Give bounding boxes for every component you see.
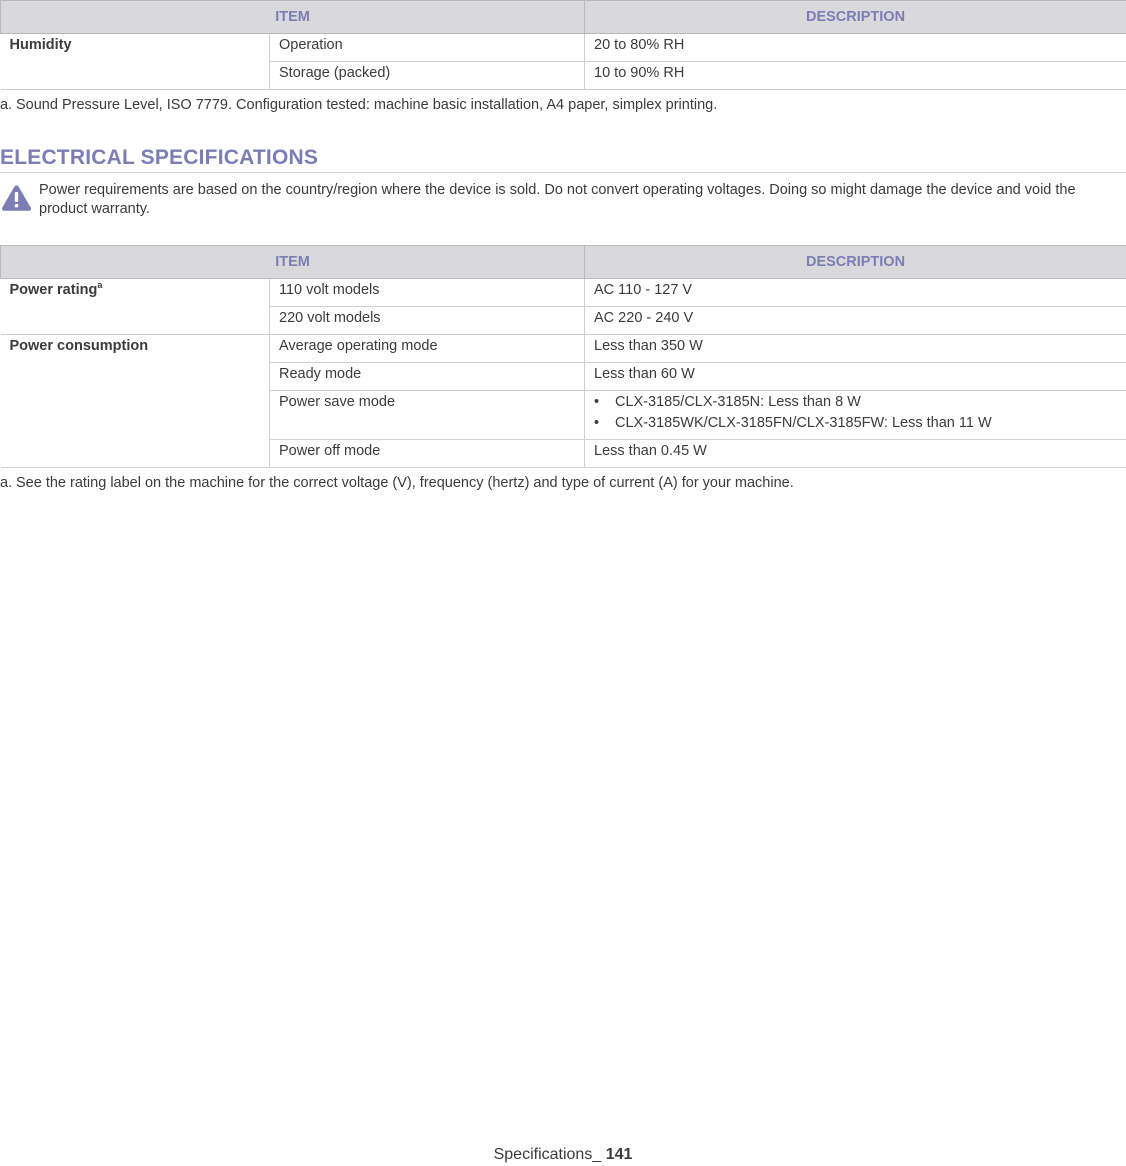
item-cell: Ready mode: [270, 363, 585, 391]
header-item: ITEM: [1, 246, 585, 279]
condition-cell: Operation: [270, 34, 585, 62]
electrical-table: [0, 245, 1126, 468]
caution-text: Power requirements are based on the country/region where the device is sold. Do not convert operating voltages. Doing so might damage the device and void the product warranty.: [39, 182, 1076, 217]
list-item: • CLX-3185/CLX-3185N: Less than 8 W: [594, 395, 1118, 410]
item-cell: Average operating mode: [270, 335, 585, 363]
table-row: [1, 279, 1126, 307]
item-cell: Power save mode: [270, 391, 585, 440]
item-cell: 110 volt models: [270, 279, 585, 307]
footnote-ref: a: [97, 280, 103, 291]
humidity-table: [0, 0, 1126, 90]
page-number: 141: [605, 1146, 633, 1163]
humidity-label: Humidity: [1, 34, 270, 90]
list-item: • CLX-3185WK/CLX-3185FN/CLX-3185FW: Less than 11 W: [594, 416, 1118, 431]
table-row: [1, 335, 1126, 363]
page-footer: [0, 1146, 1126, 1164]
power-rating-text: Power rating: [9, 282, 98, 298]
value-cell: Less than 0.45 W: [585, 440, 1126, 468]
value-cell: AC 220 - 240 V: [585, 307, 1126, 335]
footnote-text: See the rating label on the machine for the correct voltage (V), frequency (hertz) and type of current (A) for your machine.: [16, 475, 794, 491]
section-divider: [0, 172, 1126, 173]
value-cell: 20 to 80% RH: [585, 34, 1126, 62]
item-cell: Power off mode: [270, 440, 585, 468]
table-row: [1, 34, 1126, 62]
footnote-sound: [0, 97, 717, 113]
value-cell: Less than 60 W: [585, 363, 1126, 391]
footnote-rating: [0, 475, 794, 491]
header-item: ITEM: [1, 1, 585, 34]
condition-cell: Storage (packed): [270, 62, 585, 90]
value-cell: Less than 350 W: [585, 335, 1126, 363]
section-title: ELECTRICAL SPECIFICATIONS: [0, 146, 319, 169]
footer-section: Specifications_: [493, 1146, 602, 1163]
warning-triangle-icon: [1, 184, 32, 212]
power-rating-label: [1, 279, 270, 335]
item-cell: 220 volt models: [270, 307, 585, 335]
footnote-mark: a.: [0, 475, 13, 491]
value-cell: AC 110 - 127 V: [585, 279, 1126, 307]
power-consumption-label: Power consumption: [1, 335, 270, 468]
value-cell: 10 to 90% RH: [585, 62, 1126, 90]
footnote-mark: a.: [0, 97, 13, 113]
footnote-text: Sound Pressure Level, ISO 7779. Configuration tested: machine basic installation, A4 paper, simplex printing.: [16, 97, 718, 113]
bullet-list: [594, 395, 1118, 431]
value-cell: [585, 391, 1126, 440]
header-description: DESCRIPTION: [585, 246, 1126, 279]
header-description: DESCRIPTION: [585, 1, 1126, 34]
